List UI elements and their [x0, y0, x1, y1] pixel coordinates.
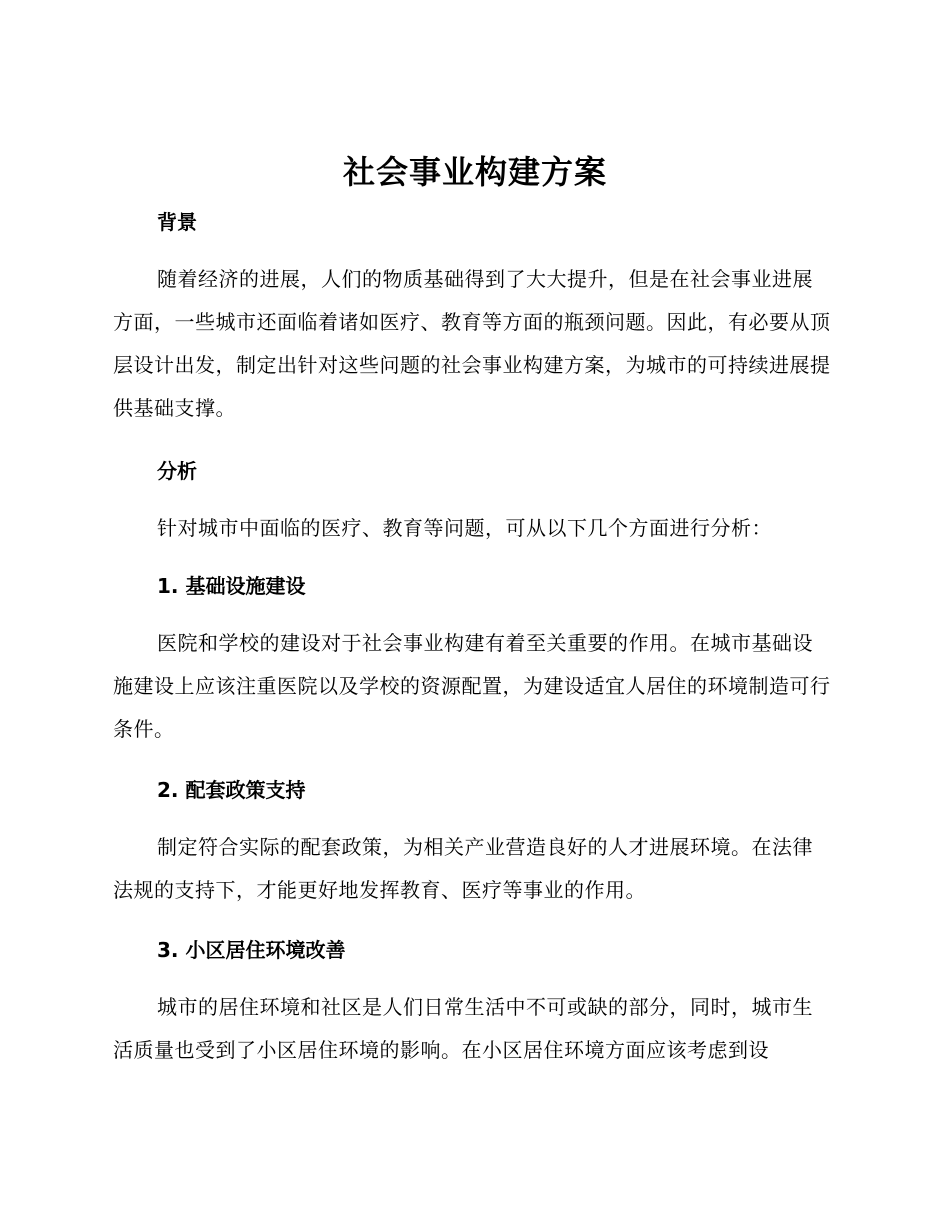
- section-paragraph-analysis: 针对城市中面临的医疗、教育等问题，可从以下几个方面进行分析：: [157, 516, 772, 540]
- section-heading-analysis: 分析: [157, 459, 197, 483]
- section-paragraph-infrastructure: 医院和学校的建设对于社会事业构建有着至关重要的作用。在城市基础设施建设上应该注重医院以及学校的资源配置，为建设适宜人居住的环境制造可行条件。: [113, 631, 831, 741]
- document-title: 社会事业构建方案: [342, 153, 607, 191]
- section-heading-residential: 3. 小区居住环境改善: [157, 938, 346, 962]
- section-heading-policy: 2. 配套政策支持: [157, 778, 306, 802]
- section-heading-background: 背景: [157, 210, 197, 234]
- section-paragraph-residential: 城市的居住环境和社区是人们日常生活中不可或缺的部分，同时，城市生活质量也受到了小区居住环境的影响。在小区居住环境方面应该考虑到设: [113, 995, 813, 1062]
- section-paragraph-background: 随着经济的进展，人们的物质基础得到了大大提升，但是在社会事业进展方面，一些城市还面临着诸如医疗、教育等方面的瓶颈问题。因此，有必要从顶层设计出发，制定出针对这些问题的社会事业构建方案，为城市的可持续进展提供基础支撑。: [113, 267, 831, 420]
- section-heading-infrastructure: 1. 基础设施建设: [157, 574, 306, 598]
- section-paragraph-policy: 制定符合实际的配套政策，为相关产业营造良好的人才进展环境。在法律法规的支持下，才能更好地发挥教育、医疗等事业的作用。: [113, 835, 813, 902]
